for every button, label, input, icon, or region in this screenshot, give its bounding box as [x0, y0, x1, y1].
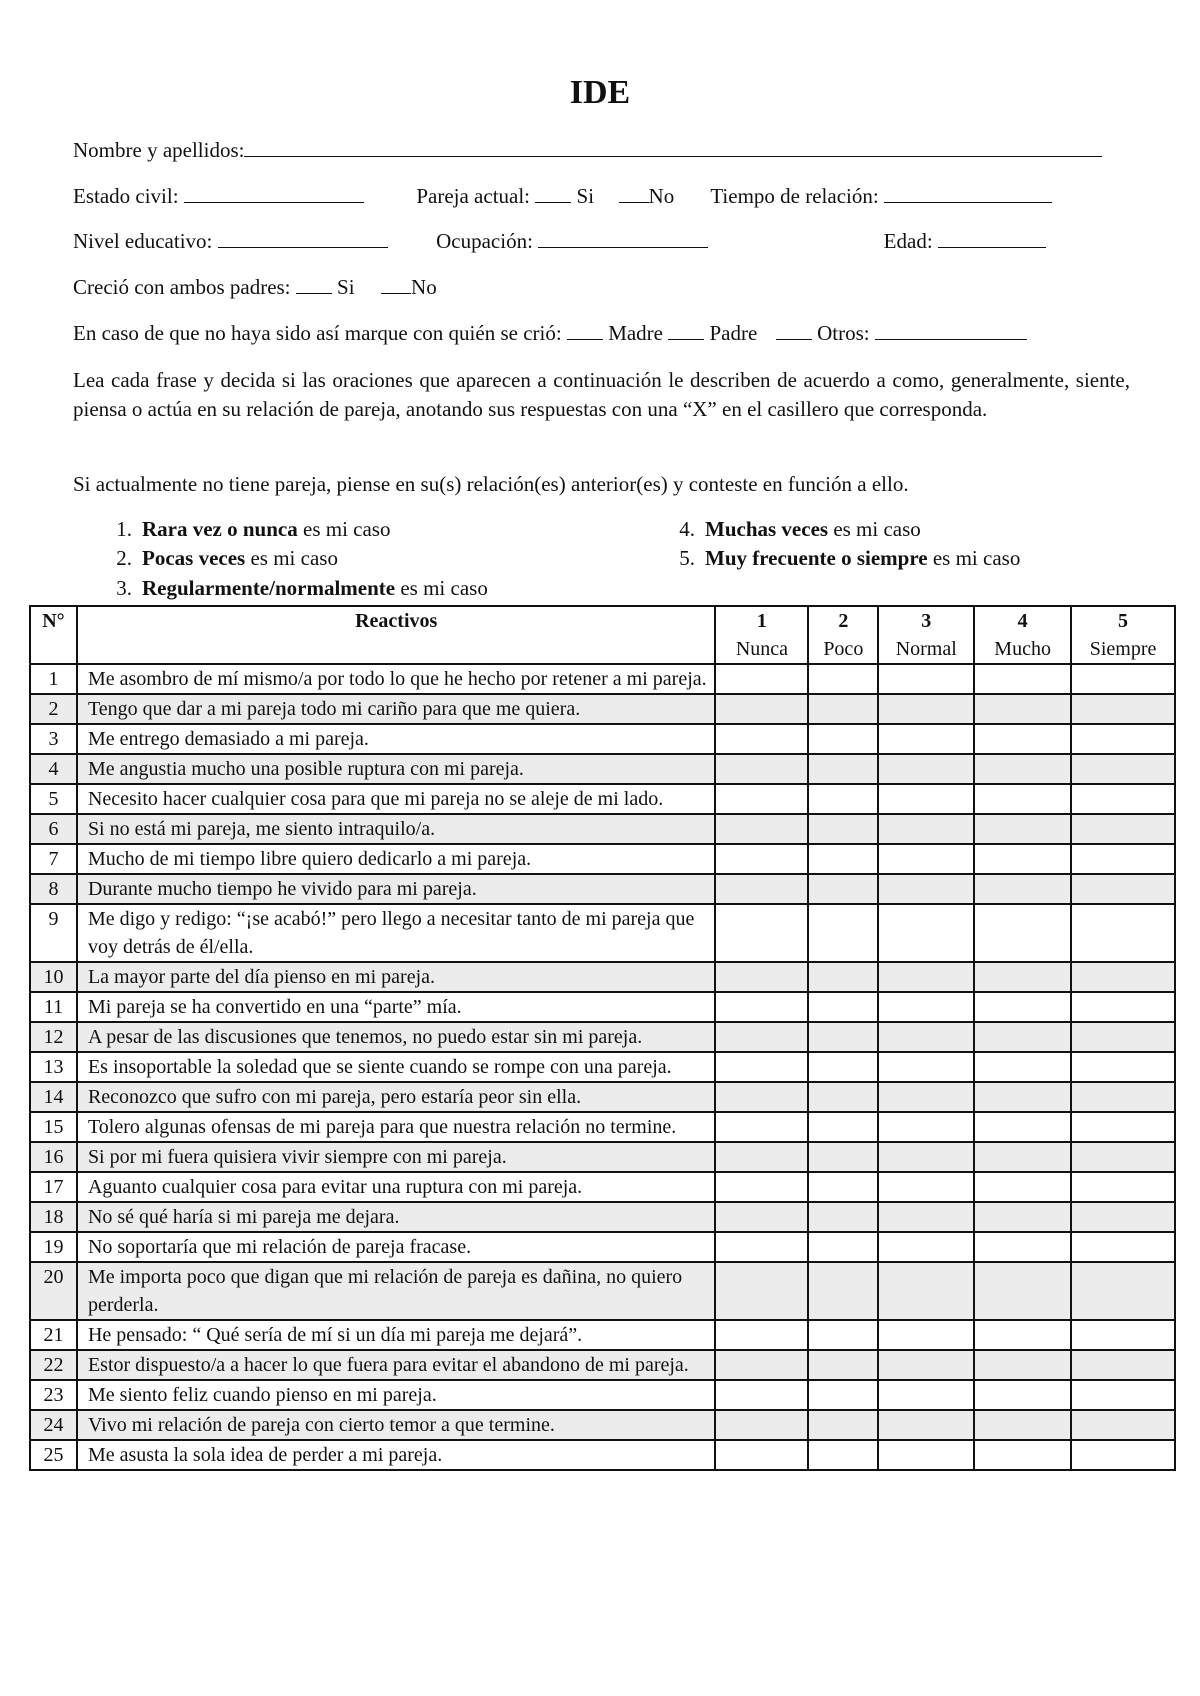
partner-yes-label: Si: [576, 184, 595, 208]
header-items: Reactivos: [77, 606, 716, 664]
table-row: [30, 1380, 1175, 1410]
answer-cell-5[interactable]: [1071, 814, 1175, 844]
answer-cell-2[interactable]: [808, 1202, 878, 1232]
answer-cell-5[interactable]: [1071, 992, 1175, 1022]
occupation-label: Ocupación:: [436, 229, 533, 253]
age-field[interactable]: [938, 229, 1046, 248]
answer-cell-1[interactable]: [715, 664, 808, 694]
item-number: 22: [30, 1350, 77, 1380]
age-label: Edad:: [883, 229, 933, 253]
item-number: 10: [30, 962, 77, 992]
answer-cell-5[interactable]: [1071, 1440, 1175, 1470]
answer-cell-4[interactable]: [974, 1082, 1071, 1112]
table-row: [30, 754, 1175, 784]
parents-yes-field[interactable]: [296, 275, 332, 294]
answer-cell-5[interactable]: [1071, 1082, 1175, 1112]
partner-no-field[interactable]: [619, 184, 649, 203]
father-label: Padre: [709, 321, 758, 345]
header-scale-3: 3 Normal: [878, 606, 974, 664]
answer-cell-1[interactable]: [715, 1410, 808, 1440]
answer-cell-1[interactable]: [715, 1350, 808, 1380]
item-text: Tengo que dar a mi pareja todo mi cariño para que me quiera.: [77, 694, 716, 724]
item-text: Es insoportable la soledad que se siente cuando se rompe con una pareja.: [77, 1052, 716, 1082]
header-number: N°: [30, 606, 77, 664]
answer-cell-2[interactable]: [808, 904, 878, 962]
answer-cell-2[interactable]: [808, 992, 878, 1022]
education-line: [73, 229, 1046, 254]
answer-cell-1[interactable]: [715, 724, 808, 754]
answer-cell-5[interactable]: [1071, 1320, 1175, 1350]
answer-cell-5[interactable]: [1071, 1380, 1175, 1410]
answer-cell-4[interactable]: [974, 874, 1071, 904]
header-scale-2: 2 Poco: [808, 606, 878, 664]
table-row: [30, 1440, 1175, 1470]
parents-line: [73, 275, 437, 300]
answer-cell-5[interactable]: [1071, 874, 1175, 904]
education-label: Nivel educativo:: [73, 229, 213, 253]
item-text: Me asusta la sola idea de perder a mi pareja.: [77, 1440, 716, 1470]
item-text: He pensado: “ Qué sería de mí si un día mi pareja me dejará”.: [77, 1320, 716, 1350]
answer-cell-4[interactable]: [974, 1112, 1071, 1142]
answer-cell-1[interactable]: [715, 1380, 808, 1410]
instructions-paragraph: Lea cada frase y decida si las oraciones que aparecen a continuación le describen de acuerdo a como, generalmente, siente, piensa o actúa en su relación de pareja, anotando sus respuestas con una “X” en el casillero que corresponda.: [73, 368, 1130, 421]
answer-cell-3[interactable]: [878, 874, 974, 904]
answer-cell-3[interactable]: [878, 1082, 974, 1112]
answer-cell-1[interactable]: [715, 992, 808, 1022]
answer-cell-1[interactable]: [715, 814, 808, 844]
table-row: [30, 874, 1175, 904]
answer-cell-3[interactable]: [878, 694, 974, 724]
answer-cell-4[interactable]: [974, 784, 1071, 814]
instructions-note: Si actualmente no tiene pareja, piense en su(s) relación(es) anterior(es) y conteste en función a ello.: [73, 472, 909, 496]
table-row: [30, 904, 1175, 962]
answer-cell-4[interactable]: [974, 1350, 1071, 1380]
others-text-field[interactable]: [875, 321, 1027, 340]
header-scale-1: 1 Nunca: [715, 606, 808, 664]
item-text: Mucho de mi tiempo libre quiero dedicarlo a mi pareja.: [77, 844, 716, 874]
answer-cell-2[interactable]: [808, 1350, 878, 1380]
occupation-field[interactable]: [538, 229, 708, 248]
item-text: Necesito hacer cualquier cosa para que mi pareja no se aleje de mi lado.: [77, 784, 716, 814]
item-number: 7: [30, 844, 77, 874]
answer-cell-4[interactable]: [974, 962, 1071, 992]
name-line: [73, 138, 1102, 163]
header-scale-4: 4 Mucho: [974, 606, 1071, 664]
items-table: [29, 605, 1176, 1471]
raised-by-line: [73, 321, 1027, 346]
answer-cell-2[interactable]: [808, 1410, 878, 1440]
item-text: No soportaría que mi relación de pareja fracase.: [77, 1232, 716, 1262]
answer-cell-2[interactable]: [808, 1082, 878, 1112]
answer-cell-3[interactable]: [878, 1202, 974, 1232]
others-label: Otros:: [817, 321, 870, 345]
item-number: 24: [30, 1410, 77, 1440]
answer-cell-3[interactable]: [878, 1142, 974, 1172]
answer-cell-4[interactable]: [974, 694, 1071, 724]
answer-cell-4[interactable]: [974, 664, 1071, 694]
answer-cell-3[interactable]: [878, 814, 974, 844]
table-row: [30, 1350, 1175, 1380]
item-number: 12: [30, 1022, 77, 1052]
item-number: 19: [30, 1232, 77, 1262]
table-row: [30, 1232, 1175, 1262]
item-text: Aguanto cualquier cosa para evitar una ruptura con mi pareja.: [77, 1172, 716, 1202]
relationship-time-label: Tiempo de relación:: [710, 184, 879, 208]
answer-cell-1[interactable]: [715, 1202, 808, 1232]
item-number: 4: [30, 754, 77, 784]
item-number: 11: [30, 992, 77, 1022]
item-number: 20: [30, 1262, 77, 1320]
table-row: [30, 694, 1175, 724]
answer-cell-1[interactable]: [715, 694, 808, 724]
answer-cell-3[interactable]: [878, 1262, 974, 1320]
item-text: La mayor parte del día pienso en mi pareja.: [77, 962, 716, 992]
answer-cell-4[interactable]: [974, 992, 1071, 1022]
table-row: [30, 1082, 1175, 1112]
item-text: Me importa poco que digan que mi relación de pareja es dañina, no quiero perderla.: [77, 1262, 716, 1320]
answer-cell-5[interactable]: [1071, 1232, 1175, 1262]
answer-cell-1[interactable]: [715, 1172, 808, 1202]
answer-cell-1[interactable]: [715, 844, 808, 874]
item-text: Me asombro de mí mismo/a por todo lo que he hecho por retener a mi pareja.: [77, 664, 716, 694]
raised-by-label: En caso de que no haya sido así marque con quién se crió:: [73, 321, 562, 345]
name-label: Nombre y apellidos:: [73, 138, 245, 162]
item-text: Si no está mi pareja, me siento intraquilo/a.: [77, 814, 716, 844]
parents-yes-label: Si: [337, 275, 355, 299]
answer-cell-1[interactable]: [715, 1112, 808, 1142]
answer-cell-1[interactable]: [715, 904, 808, 962]
answer-cell-4[interactable]: [974, 724, 1071, 754]
answer-cell-3[interactable]: [878, 904, 974, 962]
table-row: [30, 784, 1175, 814]
parents-label: Creció con ambos padres:: [73, 275, 291, 299]
answer-cell-2[interactable]: [808, 814, 878, 844]
answer-cell-1[interactable]: [715, 962, 808, 992]
answer-cell-4[interactable]: [974, 1410, 1071, 1440]
table-row: [30, 1262, 1175, 1320]
answer-cell-2[interactable]: [808, 1172, 878, 1202]
answer-cell-3[interactable]: [878, 1350, 974, 1380]
answer-cell-2[interactable]: [808, 754, 878, 784]
table-row: [30, 1320, 1175, 1350]
answer-cell-1[interactable]: [715, 784, 808, 814]
legend-item-4: 4. Muchas veces es mi caso: [679, 517, 921, 541]
item-text: Me angustia mucho una posible ruptura con mi pareja.: [77, 754, 716, 784]
answer-cell-4[interactable]: [974, 1232, 1071, 1262]
legend-item-5: 5. Muy frecuente o siempre es mi caso: [679, 546, 1021, 570]
answer-cell-5[interactable]: [1071, 1052, 1175, 1082]
table-row: [30, 1172, 1175, 1202]
table-row: [30, 664, 1175, 694]
answer-cell-5[interactable]: [1071, 1112, 1175, 1142]
item-text: Me siento feliz cuando pienso en mi pareja.: [77, 1380, 716, 1410]
others-field[interactable]: [776, 321, 812, 340]
civil-status-field[interactable]: [184, 184, 364, 203]
answer-cell-3[interactable]: [878, 1440, 974, 1470]
answer-cell-5[interactable]: [1071, 1350, 1175, 1380]
answer-cell-3[interactable]: [878, 664, 974, 694]
answer-cell-2[interactable]: [808, 724, 878, 754]
answer-cell-5[interactable]: [1071, 1202, 1175, 1232]
table-row: [30, 844, 1175, 874]
item-number: 8: [30, 874, 77, 904]
civil-line: [73, 184, 1052, 209]
answer-cell-3[interactable]: [878, 754, 974, 784]
item-text: Mi pareja se ha convertido en una “parte” mía.: [77, 992, 716, 1022]
name-field[interactable]: [244, 138, 1102, 157]
legend-item-3: 3. Regularmente/normalmente es mi caso: [116, 576, 488, 600]
table-row: [30, 1022, 1175, 1052]
item-text: No sé qué haría si mi pareja me dejara.: [77, 1202, 716, 1232]
item-number: 23: [30, 1380, 77, 1410]
answer-cell-3[interactable]: [878, 784, 974, 814]
answer-cell-5[interactable]: [1071, 844, 1175, 874]
item-number: 15: [30, 1112, 77, 1142]
answer-cell-2[interactable]: [808, 1440, 878, 1470]
answer-cell-3[interactable]: [878, 1410, 974, 1440]
item-number: 1: [30, 664, 77, 694]
answer-cell-3[interactable]: [878, 1172, 974, 1202]
answer-cell-5[interactable]: [1071, 694, 1175, 724]
father-field[interactable]: [668, 321, 704, 340]
answer-cell-3[interactable]: [878, 724, 974, 754]
answer-cell-2[interactable]: [808, 844, 878, 874]
answer-cell-2[interactable]: [808, 664, 878, 694]
table-row: [30, 962, 1175, 992]
table-row: [30, 1052, 1175, 1082]
table-row: [30, 1142, 1175, 1172]
parents-no-field[interactable]: [381, 275, 411, 294]
answer-cell-4[interactable]: [974, 1380, 1071, 1410]
answer-cell-1[interactable]: [715, 1082, 808, 1112]
answer-cell-4[interactable]: [974, 844, 1071, 874]
answer-cell-1[interactable]: [715, 1232, 808, 1262]
mother-label: Madre: [608, 321, 663, 345]
civil-status-label: Estado civil:: [73, 184, 179, 208]
answer-cell-4[interactable]: [974, 1022, 1071, 1052]
answer-cell-3[interactable]: [878, 1320, 974, 1350]
answer-cell-3[interactable]: [878, 1052, 974, 1082]
item-number: 6: [30, 814, 77, 844]
item-number: 5: [30, 784, 77, 814]
answer-cell-4[interactable]: [974, 1142, 1071, 1172]
table-row: [30, 1410, 1175, 1440]
page-title: IDE: [569, 74, 631, 111]
answer-cell-2[interactable]: [808, 784, 878, 814]
answer-cell-5[interactable]: [1071, 1022, 1175, 1052]
item-text: A pesar de las discusiones que tenemos, no puedo estar sin mi pareja.: [77, 1022, 716, 1052]
relationship-time-field[interactable]: [884, 184, 1052, 203]
header-scale-5: 5 Siempre: [1071, 606, 1175, 664]
answer-cell-5[interactable]: [1071, 1262, 1175, 1320]
answer-cell-5[interactable]: [1071, 724, 1175, 754]
answer-cell-3[interactable]: [878, 1380, 974, 1410]
answer-cell-1[interactable]: [715, 754, 808, 784]
answer-cell-5[interactable]: [1071, 1142, 1175, 1172]
answer-cell-4[interactable]: [974, 1320, 1071, 1350]
table-row: [30, 724, 1175, 754]
item-text: Si por mi fuera quisiera vivir siempre con mi pareja.: [77, 1142, 716, 1172]
answer-cell-1[interactable]: [715, 874, 808, 904]
answer-cell-4[interactable]: [974, 754, 1071, 784]
item-text: Me digo y redigo: “¡se acabó!” pero llego a necesitar tanto de mi pareja que voy detrás de él/ella.: [77, 904, 716, 962]
partner-yes-field[interactable]: [535, 184, 571, 203]
answer-cell-1[interactable]: [715, 1262, 808, 1320]
answer-cell-5[interactable]: [1071, 904, 1175, 962]
answer-cell-1[interactable]: [715, 1022, 808, 1052]
item-number: 17: [30, 1172, 77, 1202]
mother-field[interactable]: [567, 321, 603, 340]
answer-cell-2[interactable]: [808, 1112, 878, 1142]
answer-cell-3[interactable]: [878, 1232, 974, 1262]
answer-cell-3[interactable]: [878, 992, 974, 1022]
item-number: 13: [30, 1052, 77, 1082]
answer-cell-5[interactable]: [1071, 1410, 1175, 1440]
answer-cell-5[interactable]: [1071, 664, 1175, 694]
table-row: [30, 1112, 1175, 1142]
answer-cell-3[interactable]: [878, 1112, 974, 1142]
answer-cell-1[interactable]: [715, 1320, 808, 1350]
answer-cell-3[interactable]: [878, 1022, 974, 1052]
item-number: 9: [30, 904, 77, 962]
answer-cell-4[interactable]: [974, 1440, 1071, 1470]
item-text: Vivo mi relación de pareja con cierto temor a que termine.: [77, 1410, 716, 1440]
answer-cell-3[interactable]: [878, 962, 974, 992]
answer-cell-3[interactable]: [878, 844, 974, 874]
answer-cell-5[interactable]: [1071, 784, 1175, 814]
answer-cell-2[interactable]: [808, 1380, 878, 1410]
answer-cell-4[interactable]: [974, 904, 1071, 962]
item-number: 3: [30, 724, 77, 754]
answer-cell-1[interactable]: [715, 1440, 808, 1470]
answer-cell-2[interactable]: [808, 694, 878, 724]
current-partner-label: Pareja actual:: [416, 184, 531, 208]
item-number: 2: [30, 694, 77, 724]
item-text: Tolero algunas ofensas de mi pareja para que nuestra relación no termine.: [77, 1112, 716, 1142]
answer-cell-2[interactable]: [808, 874, 878, 904]
education-field[interactable]: [218, 229, 388, 248]
parents-no-label: No: [411, 275, 437, 299]
answer-cell-2[interactable]: [808, 1320, 878, 1350]
legend-item-2: 2. Pocas veces es mi caso: [116, 546, 338, 570]
item-number: 16: [30, 1142, 77, 1172]
item-number: 14: [30, 1082, 77, 1112]
table-header-row: [30, 606, 1175, 664]
answer-cell-4[interactable]: [974, 1262, 1071, 1320]
table-row: [30, 1202, 1175, 1232]
answer-cell-5[interactable]: [1071, 1172, 1175, 1202]
table-row: [30, 814, 1175, 844]
answer-cell-2[interactable]: [808, 1142, 878, 1172]
answer-cell-4[interactable]: [974, 1052, 1071, 1082]
answer-cell-1[interactable]: [715, 1052, 808, 1082]
answer-cell-2[interactable]: [808, 1262, 878, 1320]
answer-cell-5[interactable]: [1071, 962, 1175, 992]
answer-cell-2[interactable]: [808, 1052, 878, 1082]
answer-cell-2[interactable]: [808, 1232, 878, 1262]
item-text: Me entrego demasiado a mi pareja.: [77, 724, 716, 754]
answer-cell-2[interactable]: [808, 962, 878, 992]
item-number: 21: [30, 1320, 77, 1350]
partner-no-label: No: [648, 184, 675, 208]
answer-cell-5[interactable]: [1071, 754, 1175, 784]
answer-cell-4[interactable]: [974, 814, 1071, 844]
item-text: Reconozco que sufro con mi pareja, pero estaría peor sin ella.: [77, 1082, 716, 1112]
item-number: 25: [30, 1440, 77, 1470]
item-number: 18: [30, 1202, 77, 1232]
item-text: Estor dispuesto/a a hacer lo que fuera para evitar el abandono de mi pareja.: [77, 1350, 716, 1380]
answer-cell-2[interactable]: [808, 1022, 878, 1052]
answer-cell-1[interactable]: [715, 1142, 808, 1172]
answer-cell-4[interactable]: [974, 1202, 1071, 1232]
legend-item-1: 1. Rara vez o nunca es mi caso: [116, 517, 391, 541]
table-row: [30, 992, 1175, 1022]
item-text: Durante mucho tiempo he vivido para mi pareja.: [77, 874, 716, 904]
answer-cell-4[interactable]: [974, 1172, 1071, 1202]
